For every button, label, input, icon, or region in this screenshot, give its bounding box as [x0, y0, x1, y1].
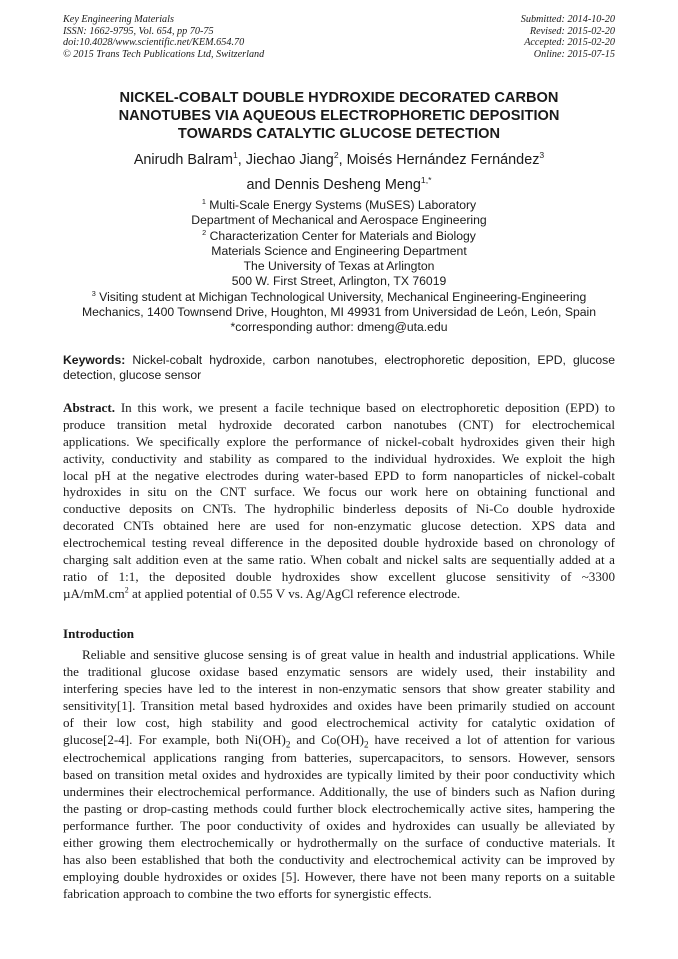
author-2-affil: 2 — [333, 150, 339, 161]
abstract-line: activity, conductivity and stability as compared to the individual hydroxides. We exploit the high — [63, 450, 615, 466]
corresponding-author: *corresponding author: dmeng@uta.edu — [230, 320, 448, 335]
intro-line: fabrication approach to combine the two efforts for synergistic effects. — [63, 886, 432, 902]
abstract-line: local pH at the negative electrodes during water-based EPD to form nanoparticles of nickel-cobalt — [63, 467, 615, 483]
journal-header — [63, 14, 264, 60]
intro-line: glucose[2-4]. For example, both $Ni(OH)_2$ and $Co(OH)_2$ have received a lot of attention for various — [63, 732, 615, 751]
intro-line: either growing them electrochemically or hydrothermally on the surface of conductive materials. It — [63, 835, 615, 851]
author-4-affil: 1,* — [420, 175, 432, 186]
submitted-date: Submitted: 2014-10-20 — [520, 14, 615, 25]
university-name: The University of Texas at Arlington — [243, 259, 435, 274]
abstract-line: Abstract. In this work, we present a facile technique based on electrophoretic deposition (EPD) to — [63, 400, 615, 415]
abstract-line: electrochemical testing reveal difference in the deposited double hydroxide based on chronology of — [63, 535, 615, 551]
introduction-heading: Introduction — [63, 626, 135, 641]
author-1: Anirudh Balram — [133, 152, 233, 168]
intro-line: the pasting or drop-casting methods could further block electrochemically active sites, hampering the — [63, 800, 615, 816]
dates-header — [521, 14, 615, 60]
affiliation-3-line-1: $^3$ Visiting student at Michigan Technological University, Mechanical Engineering-Engineering — [91, 288, 587, 304]
intro-line: undermines their electrochemical performance. Additionally, the use of binders such as Nafion during — [63, 783, 615, 799]
intro-line: interfering species have led to the interest in non-enzymatic sensors that show greater stability and — [63, 681, 615, 697]
keywords-text: Nickel-cobalt hydroxide, carbon nanotubes, electrophoretic deposition, EPD, glucose detection, glucose sensor — [63, 353, 615, 383]
revised-date: Revised: 2015-02-20 — [529, 25, 615, 37]
abstract-line: hydroxides in situ on the CNT surface. We focus our work here on obtaining functional and — [63, 484, 615, 500]
doi-line: doi:10.4028/www.scientific.net/KEM.654.70 — [63, 37, 245, 49]
accepted-date: Accepted: 2015-02-20 — [524, 37, 615, 49]
introduction-section — [63, 646, 615, 902]
abstract-line: $\mu A/mM.cm^2$ at applied potential of 0.55 V vs. Ag/AgCl reference electrode. — [63, 585, 461, 601]
university-address: 500 W. First Street, Arlington, TX 76019 — [231, 274, 447, 289]
title-line-2: NANOTUBES VIA AQUEOUS ELECTROPHORETIC DEPOSITION — [118, 108, 560, 125]
author-line-2: and Dennis Desheng Meng$^{1,*}$ — [246, 175, 432, 193]
intro-line: performance further. The poor conductivity of oxides and hydroxides can usually be alleviated by — [63, 817, 615, 833]
keywords-section — [63, 353, 615, 383]
intro-line: of their low cost, high stability and good electrochemical activity for catalytic oxidation of — [63, 715, 615, 731]
intro-line: based on transition metal oxides and hydroxides are typically limited by their poor conductivity which — [63, 766, 615, 782]
intro-line: the traditional glucose oxidase based enzymatic sensors are widely used, their instability and — [63, 664, 615, 680]
affiliation-1-line-2: Department of Mechanical and Aerospace Engineering — [191, 213, 487, 228]
author-3-affil: 3 — [539, 150, 545, 161]
author-1-affil: 1 — [233, 150, 238, 161]
title-line-1: NICKEL-COBALT DOUBLE HYDROXIDE DECORATED CARBON — [119, 90, 559, 106]
abstract-section — [63, 400, 615, 603]
abstract-line: decorated CNTs obtained here are used for non-enzymatic glucose detection. XPS data and — [63, 518, 615, 534]
author-4: Dennis Desheng Meng — [274, 177, 421, 193]
author-2: Jiechao Jiang — [245, 152, 334, 168]
online-date: Online: 2015-07-15 — [533, 48, 615, 60]
intro-line: sensitivity[1]. Transition metal based hydroxides and oxides have been primarily studied on account — [63, 698, 615, 714]
abstract-line: produce transition metal hydroxide decorated carbon nanotubes (CNT) for electrochemical — [63, 416, 615, 432]
title-line-3: TOWARDS CATALYTIC GLUCOSE DETECTION — [177, 126, 501, 143]
abstract-line: applications. We specifically explore the performance of nickel-cobalt hydroxides given their high — [63, 433, 615, 449]
abstract-line: charging salt addition even at the same ratio. When cobalt and nickel salts are sequentially added at a — [63, 552, 615, 568]
author-list — [30, 148, 648, 198]
affiliation-2-line-2: Materials Science and Engineering Department — [211, 243, 467, 258]
affiliations — [30, 198, 648, 336]
intro-line: has also been established that both the conductivity and electrochemical activity can be improved by — [63, 852, 615, 868]
affiliation-2-line-1: $^2$ Characterization Center for Materials and Biology — [202, 227, 476, 243]
affiliation-3-line-2: Mechanics, 1400 Townsend Drive, Houghton, MI 49931 from Universidad de León, León, Spain — [82, 305, 596, 320]
paper-title — [40, 89, 638, 144]
author-3: Moisés Hernández Fernández — [346, 152, 540, 168]
author-line-1: Anirudh Balram$^1$, Jiechao Jiang$^2$, Moisés Hernández Fernández$^3$ — [133, 150, 545, 168]
affiliation-1-line-1: $^1$ Multi-Scale Energy Systems (MuSES) Laboratory — [201, 196, 477, 212]
issn-line: ISSN: 1662-9795, Vol. 654, pp 70-75 — [63, 25, 214, 37]
keywords-label: Keywords: — [63, 353, 126, 367]
abstract-line: ratio of 1:1, the deposited double hydroxides show excellent glucose sensitivity of ~3300 — [63, 568, 615, 584]
journal-name: Key Engineering Materials — [63, 14, 174, 25]
intro-line: electrochemical applications ranging from batteries, supercapacitors, to sensors. However, sensors — [63, 749, 615, 765]
intro-line: employing double hydroxides or oxides [5]. However, there have not been many reports on a suitable — [63, 869, 615, 885]
abstract-line: conductive deposits on CNTs. The hydrophilic binderless deposits of Ni-Co double hydroxide — [63, 501, 615, 517]
copyright-line: © 2015 Trans Tech Publications Ltd, Switzerland — [63, 48, 265, 60]
intro-line: Reliable and sensitive glucose sensing is of great value in health and industrial applications. While — [82, 647, 615, 662]
abstract-label: Abstract. — [63, 400, 115, 415]
